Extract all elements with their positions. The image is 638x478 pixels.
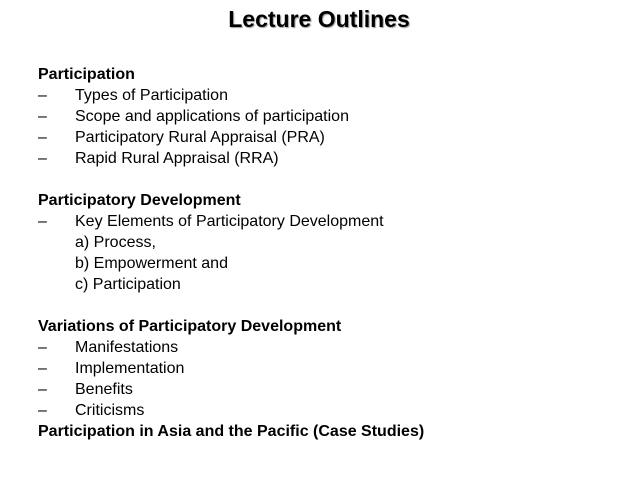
list-item: – Types of Participation (38, 87, 228, 104)
list-item: – Implementation (38, 360, 185, 377)
dash-bullet: – (38, 87, 47, 104)
list-item: – Rapid Rural Appraisal (RRA) (38, 150, 279, 167)
spacer (38, 169, 628, 190)
section-heading-variations: Variations of Participatory Development (38, 318, 342, 335)
spacer (38, 295, 628, 316)
sub-item: c) Participation (75, 276, 181, 293)
sub-item: b) Empowerment and (75, 255, 228, 272)
dash-bullet: – (38, 360, 47, 377)
list-item: – Scope and applications of participation (38, 108, 349, 125)
section-heading-development: Participatory Development (38, 192, 241, 209)
list-item: – Key Elements of Participatory Development (38, 213, 384, 230)
dash-bullet: – (38, 150, 47, 167)
dash-bullet: – (38, 381, 47, 398)
list-item: – Manifestations (38, 339, 179, 356)
dash-bullet: – (38, 129, 47, 146)
slide-title: Lecture Outlines (228, 6, 410, 32)
dash-bullet: – (38, 108, 47, 125)
list-item: – Criticisms (38, 402, 145, 419)
dash-bullet: – (38, 402, 47, 419)
section-heading-participation: Participation (38, 66, 135, 83)
outline-content (38, 64, 628, 442)
section-heading-asia: Participation in Asia and the Pacific (Case Studies) (38, 423, 425, 440)
dash-bullet: – (38, 339, 47, 356)
dash-bullet: – (38, 213, 47, 230)
list-item: – Benefits (38, 381, 133, 398)
list-item: – Participatory Rural Appraisal (PRA) (38, 129, 325, 146)
sub-item: a) Process, (75, 234, 156, 251)
